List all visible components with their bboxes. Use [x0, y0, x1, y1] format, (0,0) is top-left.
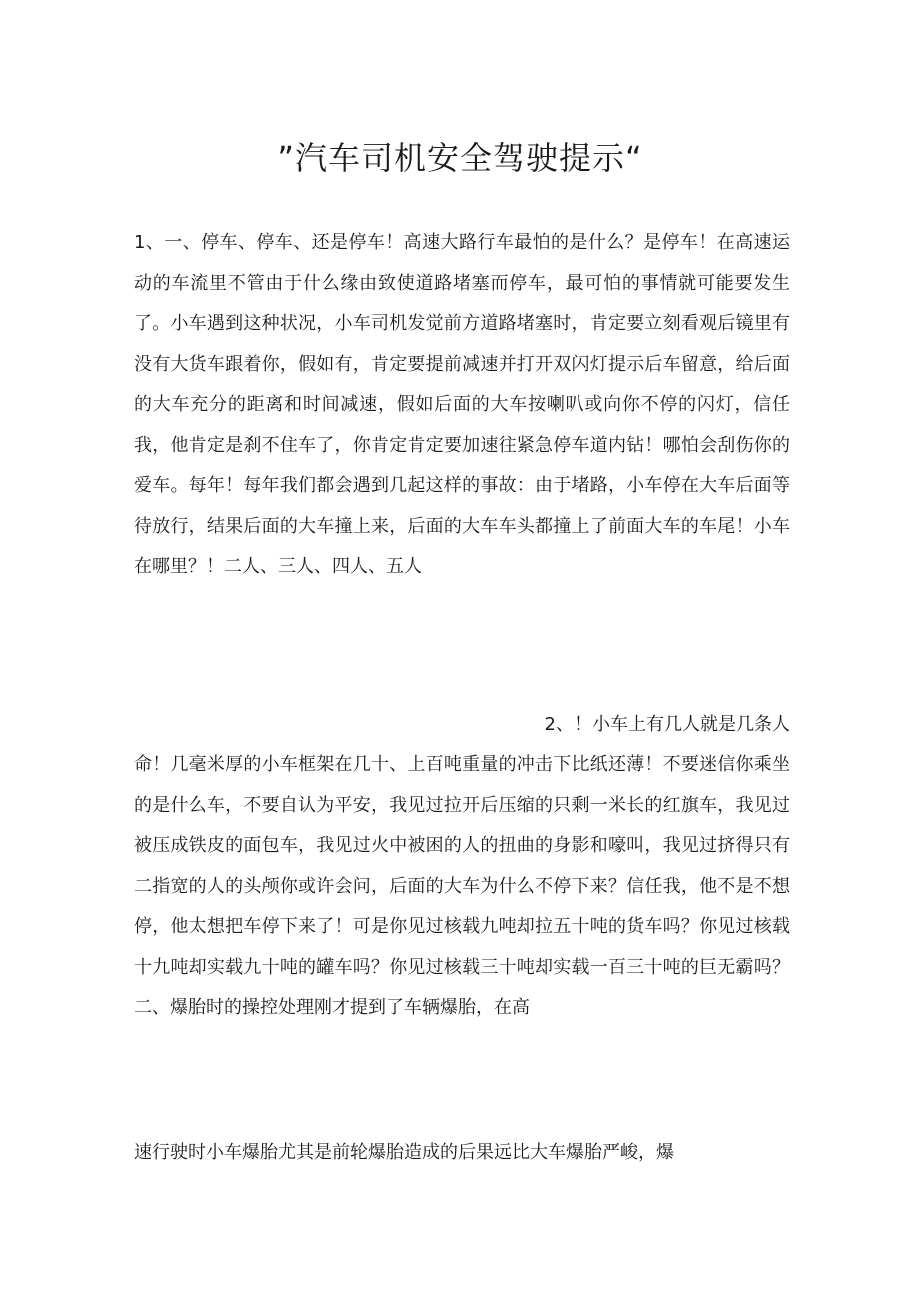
paragraph-1: 1、一、停车、停车、还是停车！高速大路行车最怕的是什么？是停车！在高速运动的车流里不管由于什么缘由致使道路堵塞而停车，最可怕的事情就可能要发生了。小车遇到这种状况，小车司机发觉前方道路堵塞时，肯定要立刻看观后镜里有没有大货车跟着你，假如有，肯定要提前减速并打开双闪灯提示后车留意，给后面的大车充分的距离和时间减速，假如后面的大车按喇叭或向你不停的闪灯，信任我，他肯定是刹不住车了，你肯定肯定要加速往紧急停车道内钻！哪怕会刮伤你的爱车。每年！每年我们都会遇到几起这样的事故：由于堵路，小车停在大车后面等待放行，结果后面的大车撞上来，后面的大车车头都撞上了前面大车的车尾！小车在哪里？！二人、三人、四人、五人 — [134, 232, 790, 577]
paragraph-3: 速行驶时小车爆胎尤其是前轮爆胎造成的后果远比大车爆胎严峻，爆 — [134, 1142, 674, 1163]
paragraph-2-lead: 2、！小车上有几人就是几条人 — [544, 714, 790, 735]
paragraph-2: 命！几毫米厚的小车框架在几十、上百吨重量的冲击下比纸还薄！不要迷信你乘坐的是什么车，不要自认为平安，我见过拉开后压缩的只剩一米长的红旗车，我见过被压成铁皮的面包车，我见过火中被困的人的扭曲的身影和嚎叫，我见过挤得只有二指宽的人的头颅你或许会问，后面的大车为什么不停下来？信任我，他不是不想停，他太想把车停下来了！可是你见过核载九吨却拉五十吨的货车吗？你见过核载十九吨却实载九十吨的罐车吗？你见过核载三十吨却实载一百三十吨的巨无霸吗？二、爆胎时的操控处理刚才提到了车辆爆胎，在高 — [134, 754, 790, 1018]
document-title: ”汽车司机安全驾驶提示“ — [277, 139, 643, 177]
